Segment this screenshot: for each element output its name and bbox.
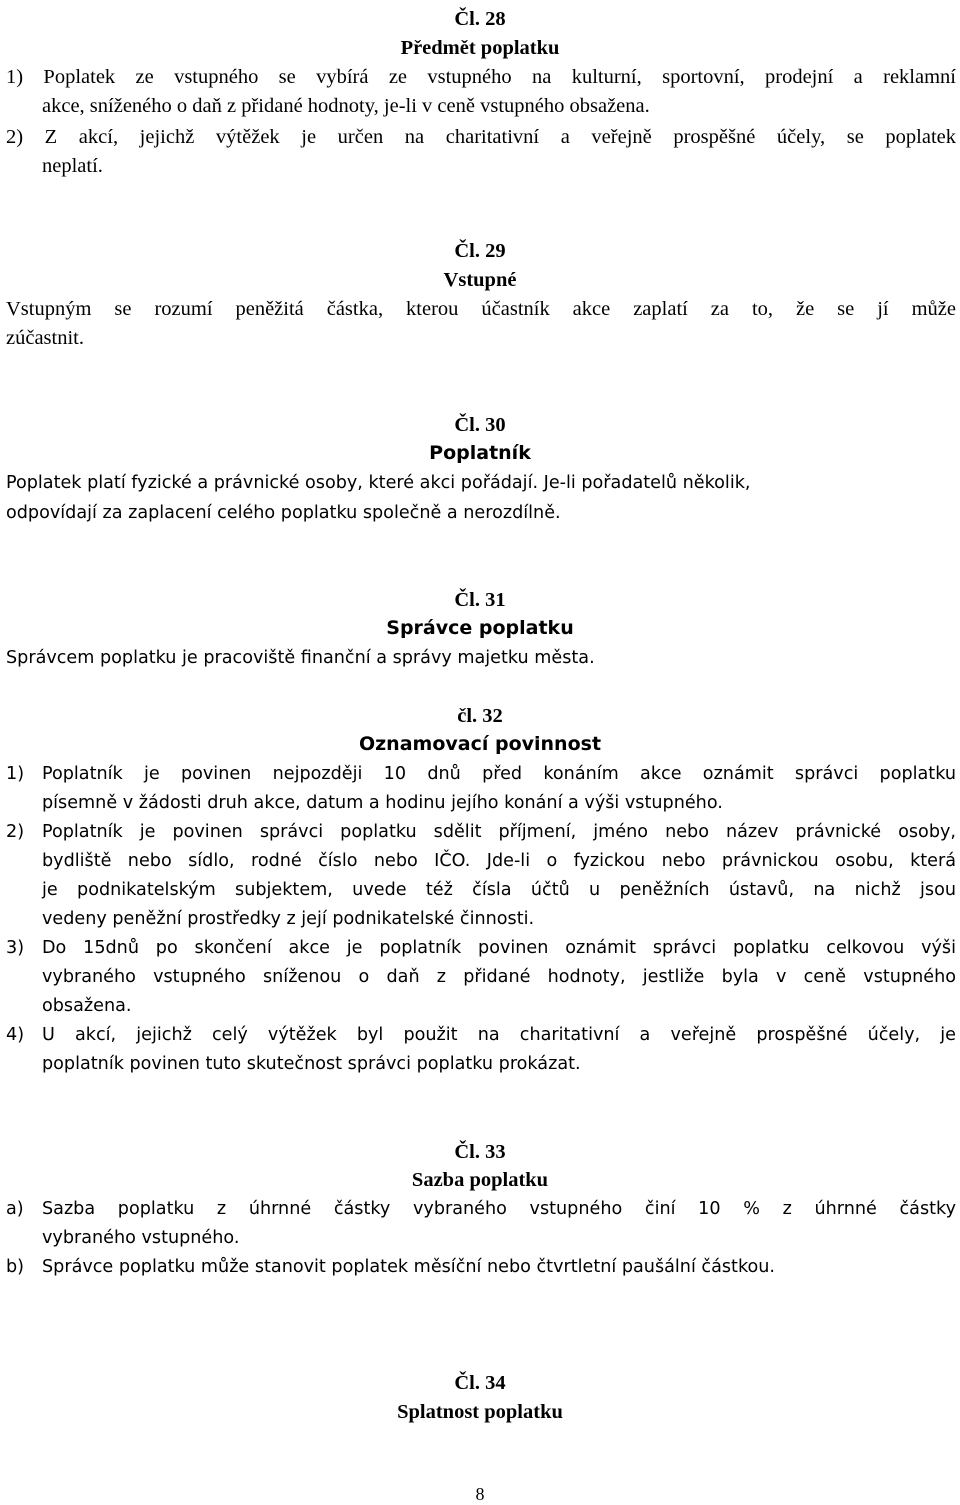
article-30-title: Poplatník xyxy=(429,442,531,464)
article-31-text: Správcem poplatku je pracoviště finanční a správy majetku města. xyxy=(6,648,595,668)
article-32-item3-number: 3) xyxy=(6,938,25,958)
article-32-item2-line4: vedeny peněžní prostředky z její podnikatelské činnosti. xyxy=(42,909,535,929)
article-28-p1-line2: akce, sníženého o daň z přidané hodnoty, je-li v ceně vstupného obsažena. xyxy=(42,95,650,117)
article-32-item4-line1: U akcí, jejichž celý výtěžek byl použit na charitativní a veřejně prospěšné účely, je xyxy=(42,1025,956,1045)
article-32-title: Oznamovací povinnost xyxy=(358,733,602,755)
article-32-item1-line1: Poplatník je povinen nejpozději 10 dnů před konáním akce oznámit správci poplatku xyxy=(42,764,956,784)
article-33-title: Sazba poplatku xyxy=(411,1169,549,1191)
article-31-number: Čl. 31 xyxy=(454,589,506,611)
article-34-title: Splatnost poplatku xyxy=(397,1401,563,1423)
article-32-item2-line1: Poplatník je povinen správci poplatku sdělit příjmení, jméno nebo název právnické osoby, xyxy=(42,822,956,842)
article-28-p2-line1: 2) Z akcí, jejichž výtěžek je určen na charitativní a veřejně prospěšné účely, se poplatek xyxy=(6,126,956,148)
article-31-title: Správce poplatku xyxy=(386,617,574,639)
article-29-number: Čl. 29 xyxy=(454,240,506,262)
article-28-p1-line1: 1) Poplatek ze vstupného se vybírá ze vstupného na kulturní, sportovní, prodejní a reklamní xyxy=(6,66,956,88)
article-32-item4-line2: poplatník povinen tuto skutečnost správci poplatku prokázat. xyxy=(42,1054,581,1074)
article-33-number: Čl. 33 xyxy=(454,1141,506,1163)
article-30-text-line2: odpovídají za zaplacení celého poplatku společně a nerozdílně. xyxy=(6,503,561,523)
article-29-text-line1: Vstupným se rozumí peněžitá částka, kterou účastník akce zaplatí za to, že se jí může xyxy=(6,298,956,320)
article-32-item1-number: 1) xyxy=(6,764,25,784)
article-34-number: Čl. 34 xyxy=(454,1372,506,1394)
article-32-item3-line1: Do 15dnů po skončení akce je poplatník povinen oznámit správci poplatku celkovou výši xyxy=(42,938,956,958)
article-28-number: Čl. 28 xyxy=(454,8,506,30)
article-32-item3-line2: vybraného vstupného sníženou o daň z přidané hodnoty, jestliže byla v ceně vstupného xyxy=(42,967,956,987)
article-32-item2-line2: bydliště nebo sídlo, rodné číslo nebo IČO. Jde-li o fyzickou nebo právnickou osobu, která xyxy=(42,851,956,871)
article-32-item3-line3: obsažena. xyxy=(42,996,132,1016)
article-32-item2-number: 2) xyxy=(6,822,25,842)
article-33-item-a-label: a) xyxy=(6,1199,24,1219)
article-32-item2-line3: je podnikatelským subjektem, uvede též čísla účtů u peněžních ústavů, na nichž jsou xyxy=(42,880,956,900)
article-32-item1-line2: písemně v žádosti druh akce, datum a hodinu jejího konání a výši vstupného. xyxy=(42,793,723,813)
article-33-item-b-line1: Správce poplatku může stanovit poplatek měsíční nebo čtvrtletní paušální částkou. xyxy=(42,1257,776,1277)
article-32-item4-number: 4) xyxy=(6,1025,25,1045)
article-29-text-line2: zúčastnit. xyxy=(6,327,84,349)
page-number: 8 xyxy=(475,1484,485,1504)
article-28-p2-line2: neplatí. xyxy=(42,155,103,177)
article-28-title: Předmět poplatku xyxy=(400,37,560,59)
article-32-number: čl. 32 xyxy=(457,705,503,727)
article-29-title: Vstupné xyxy=(443,269,517,291)
article-33-item-b-label: b) xyxy=(6,1257,25,1277)
article-33-item-a-line1: Sazba poplatku z úhrnné částky vybraného vstupného činí 10 % z úhrnné částky xyxy=(42,1199,956,1219)
article-30-number: Čl. 30 xyxy=(454,414,506,436)
article-30-text-line1: Poplatek platí fyzické a právnické osoby, které akci pořádají. Je-li pořadatelů několik, xyxy=(6,473,751,493)
article-33-item-a-line2: vybraného vstupného. xyxy=(42,1228,240,1248)
